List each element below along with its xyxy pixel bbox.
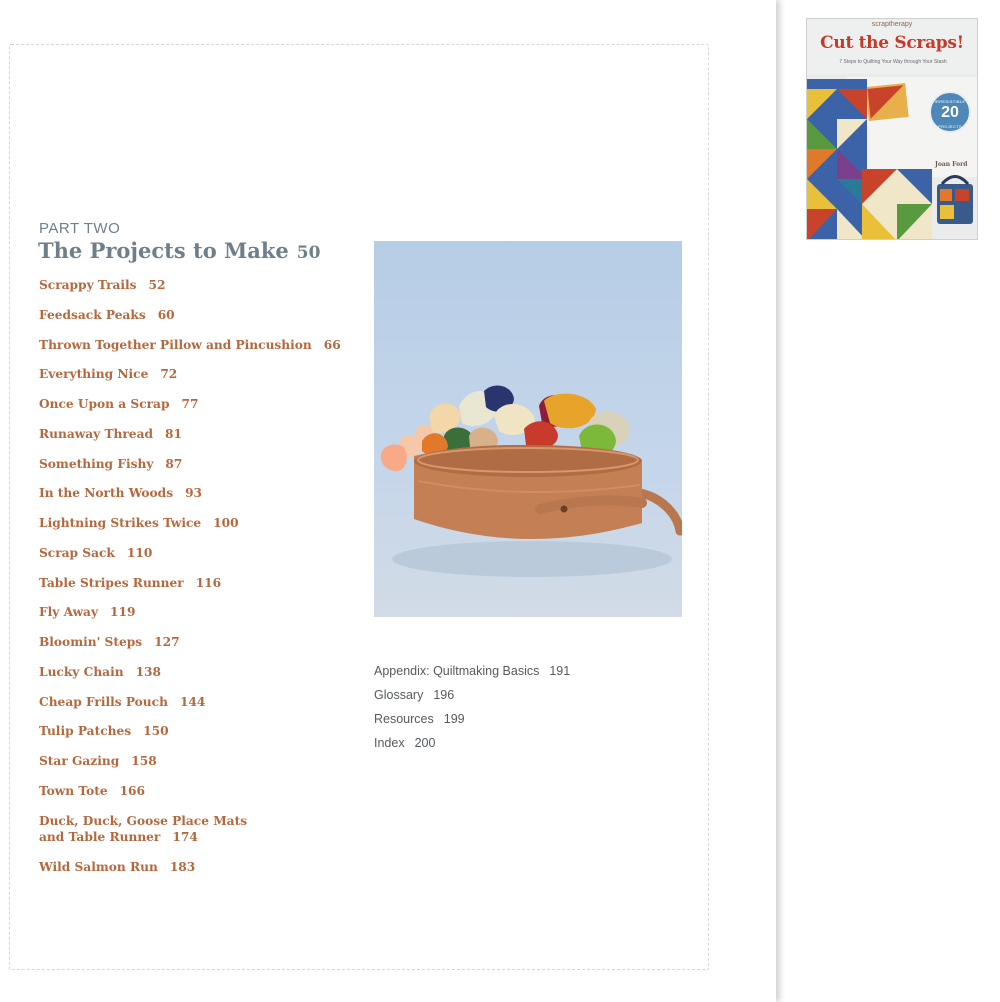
appendix-item[interactable]: Appendix: Quiltmaking Basics 191 — [374, 664, 571, 678]
toc-item[interactable]: Thrown Together Pillow and Pincushion 66 — [39, 338, 341, 352]
toc-item[interactable]: Lightning Strikes Twice 100 — [39, 516, 239, 530]
toc-item[interactable]: Duck, Duck, Goose Place Mats and Table Runner 174 — [39, 814, 248, 844]
appendix-item[interactable]: Resources 199 — [374, 712, 465, 726]
section-title-text: The Projects to Make — [38, 238, 289, 263]
cover-brand: scraptherapy — [871, 21, 913, 28]
toc-item[interactable]: Something Fishy 87 — [39, 457, 183, 471]
section-page-number: 50 — [296, 243, 321, 263]
book-cover-thumbnail[interactable] — [806, 18, 978, 240]
section-title — [38, 238, 320, 263]
toc-item[interactable]: In the North Woods 93 — [39, 486, 203, 500]
cover-badge — [929, 91, 971, 133]
badge-top-text: IRRESISTIBLE — [934, 99, 966, 104]
badge-number: 20 — [941, 104, 959, 121]
toc-item[interactable]: Cheap Frills Pouch 144 — [39, 695, 206, 709]
cover-author: Joan Ford — [935, 161, 968, 168]
toc-item[interactable]: Fly Away 119 — [39, 605, 136, 619]
toc-item[interactable]: Tulip Patches 150 — [39, 724, 169, 738]
toc-item[interactable]: Town Tote 166 — [39, 784, 146, 798]
toc-item[interactable]: Once Upon a Scrap 77 — [39, 397, 199, 411]
badge-bottom-text: PROJECTS — [938, 124, 962, 129]
toc-item[interactable]: Everything Nice 72 — [39, 367, 178, 381]
toc-item[interactable]: Scrappy Trails 52 — [39, 278, 166, 292]
appendix-item[interactable]: Glossary 196 — [374, 688, 455, 702]
toc-item[interactable]: Wild Salmon Run 183 — [39, 860, 196, 874]
toc-item[interactable]: Table Stripes Runner 116 — [39, 576, 222, 590]
fabric-basket-photo — [374, 241, 682, 617]
cover-subtitle: 7 Steps to Quilting Your Way through Your Stash — [839, 59, 947, 65]
toc-item[interactable]: Bloomin' Steps 127 — [39, 635, 180, 649]
toc-item[interactable]: Feedsack Peaks 60 — [39, 308, 175, 322]
appendix-item[interactable]: Index 200 — [374, 736, 436, 750]
toc-item[interactable]: Scrap Sack 110 — [39, 546, 153, 560]
toc-item[interactable]: Runaway Thread 81 — [39, 427, 182, 441]
basket-illustration — [374, 241, 682, 617]
part-label: PART TWO — [39, 220, 121, 237]
toc-item[interactable]: Lucky Chain 138 — [39, 665, 162, 679]
cover-title: Cut the Scraps! — [820, 33, 964, 53]
toc-item[interactable]: Star Gazing 158 — [39, 754, 157, 768]
